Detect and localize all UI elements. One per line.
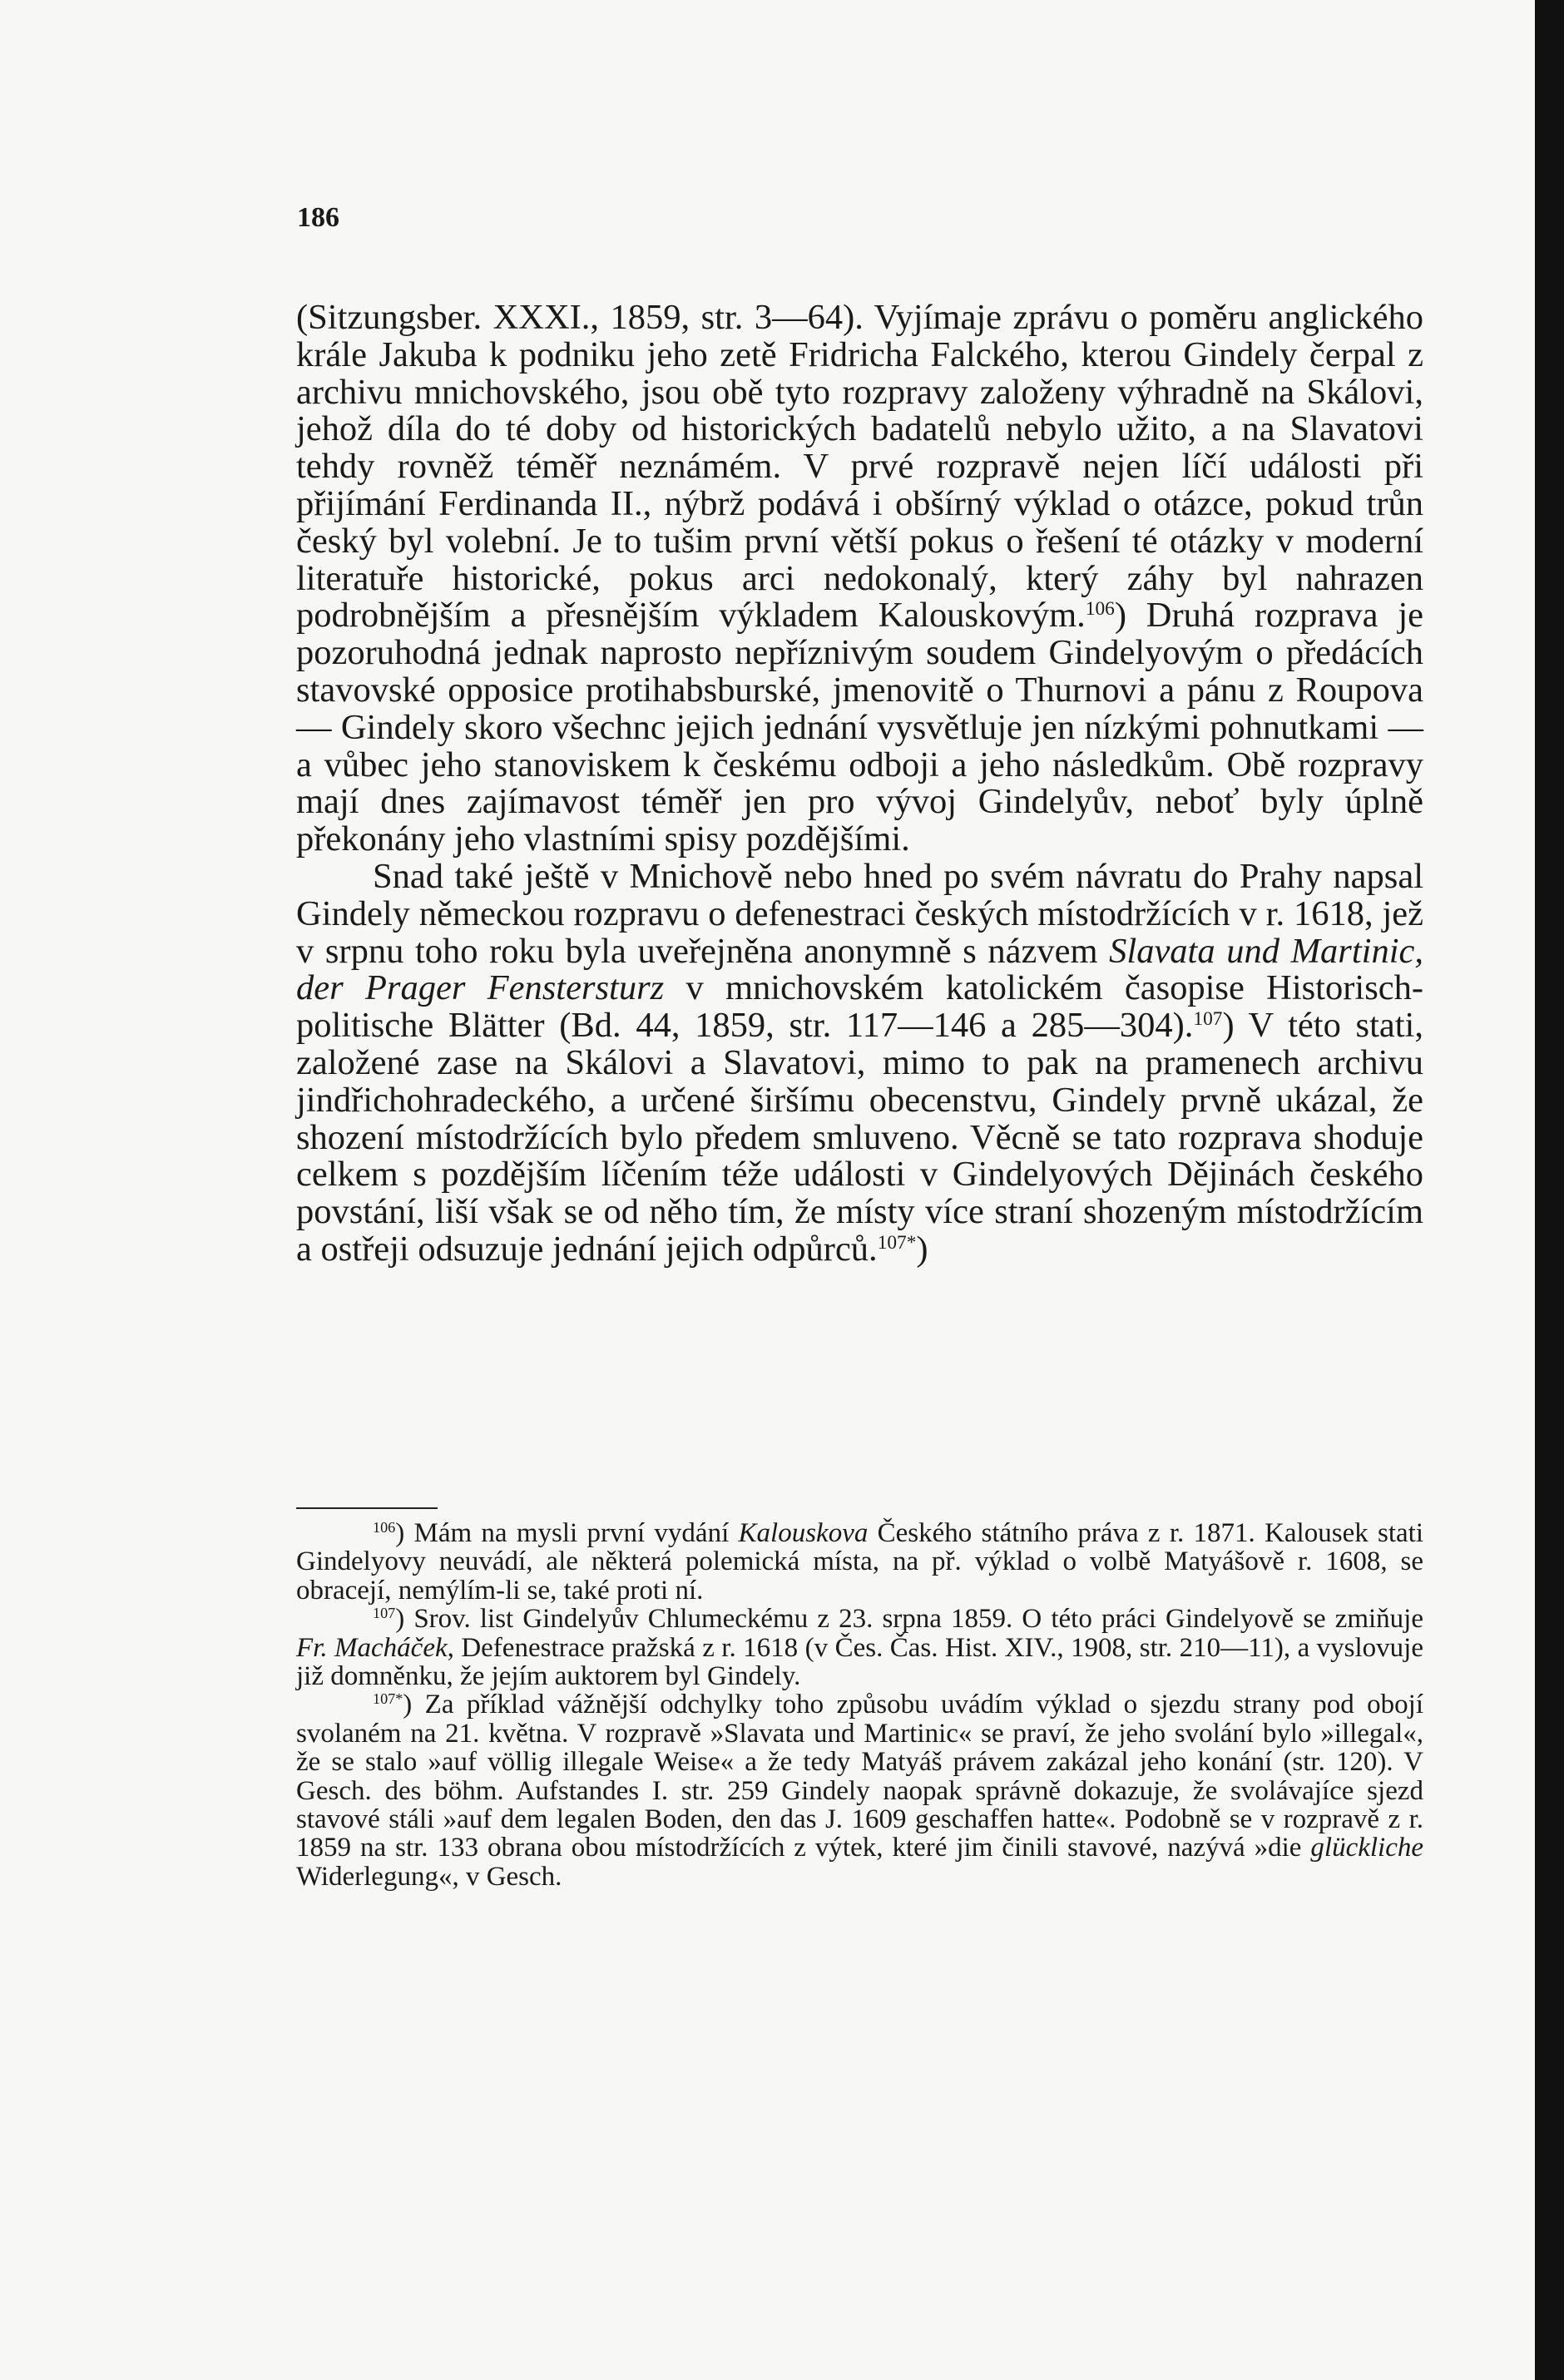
text-run: Widerlegung«, v Gesch. xyxy=(296,1861,562,1892)
footnote-ref-107[interactable]: 107 xyxy=(1193,1008,1223,1031)
footnote-107-star xyxy=(296,1690,1423,1891)
text-run: ) xyxy=(916,1229,928,1269)
footnote-ref-107-star[interactable]: 107* xyxy=(877,1231,917,1254)
italic-title: Slavata und Martinic, der Prager Fenstersturz xyxy=(296,931,1423,1008)
text-run: v mnichovském katolickém časopise Historisch-politische Blätter (Bd. 44, 1859, str. 117—146 a 285—304). xyxy=(296,968,1423,1046)
text-run: ) V této stati, založené zase na Skálovi a Slavatovi, mimo to pak na pramenech archivu jindřichohradeckého, a určené širšímu obecenstvu, Gindely prvně ukázal, že shození místodržících bylo předem smluveno. Věcně se tato rozprava shoduje celkem s pozdějším líčením téže události v Gindelyových Dějinách českého povstání, liší však se od něho tím, že místy více straní shozeným místodržícím a ostřeji odsuzuje jednání jejich odpůrců. xyxy=(296,1006,1423,1269)
text-run: Českého státního práva z r. 1871. Kalousek stati Gindelyovy neuvádí, ale některá polemická místa, na př. výklad o volbě Matyášově r. 1608, se obracejí, nemýlím-li se, také proti ní. xyxy=(296,1518,1423,1606)
paragraph-2 xyxy=(296,858,1423,1269)
text-run: Snad také ještě v Mnichově nebo hned po svém návratu do Prahy napsal Gindely německou rozpravu o defenestraci českých místodržících v r. 1618, jež v srpnu toho roku byla uveřejněna anonymně s názvem xyxy=(296,856,1423,971)
text-run: ) Druhá rozprava je pozoruhodná jednak naprosto nepříznivým soudem Gindelyovým o předácích stavovské opposice protihabsburské, jmenovitě o Thurnovi a pánu z Roupova — Gindely skoro všechnc jejich jednání vysvětluje jen nízkými pohnutkami — a vůbec jeho stanoviskem k českému odboji a jeho následkům. Obě rozpravy mají dnes zajímavost téměř jen pro vývoj Gindelyův, neboť byly úplně překonány jeho vlastními spisy pozdějšími. xyxy=(296,596,1424,859)
text-run: ) Srov. list Gindelyův Chlumeckému z 23. srpna 1859. O této práci Gindelyově se zmiňuje xyxy=(395,1604,1423,1635)
footnote-mark: 106 xyxy=(373,1519,396,1536)
scan-edge xyxy=(1535,0,1564,2380)
text-run: (Sitzungsber. XXXI., 1859, str. 3—64). Vyjímaje zprávu o poměru anglického krále Jakuba k podniku jeho zetě Fridricha Falckého, kterou Gindely čerpal z archivu mnichovského, jsou obě tyto rozpravy založeny výhradně na Skálovi, jehož díla do té doby od historických badatelů nebylo užito, a na Slavatovi tehdy rovněž téměř neznámém. V prvé rozpravě nejen líčí události při přijímání Ferdinanda II., nýbrž podává i obšírný výklad o otázce, pokud trůn český byl volební. Je to tušim první větší pokus o řešení té otázky v moderní literatuře historické, pokus arci nedokonalý, který záhy byl nahrazen podrobnějším a přesnějším výkladem Kalouskovým. xyxy=(296,298,1423,636)
footnote-separator xyxy=(296,1507,438,1509)
main-text xyxy=(296,299,1423,1269)
footnote-ref-106[interactable]: 106 xyxy=(1085,598,1115,621)
italic-word: glückliche xyxy=(1310,1833,1423,1863)
footnote-mark: 107 xyxy=(373,1605,396,1622)
footnotes xyxy=(296,1519,1423,1891)
footnote-107 xyxy=(296,1605,1423,1690)
footnote-mark: 107* xyxy=(373,1690,403,1708)
text-run: ) Mám na mysli první vydání xyxy=(395,1518,739,1548)
text-run: , Defenestrace pražská z r. 1618 (v Čes. Čas. Hist. XIV., 1908, str. 210—11), a vyslovuje již domněnku, že jejím auktorem byl Gindely. xyxy=(296,1632,1423,1692)
text-run: ) Za příklad vážnější odchylky toho způsobu uvádím výklad o sjezdu strany pod obojí svolaném na 21. května. V rozpravě »Slavata und Martinic« se praví, že jeho svolání bylo »illegal«, že se stalo »auf völlig illegale Weise« a že tedy Matyáš právem zakázal jeho konání (str. 120). V Gesch. des böhm. Aufstandes I. str. 259 Gindely naopak správně dokazuje, že svolávajíce sjezd stavové stáli »auf dem legalen Boden, den das J. 1609 geschaffen hatte«. Podobně se v rozpravě z r. 1859 na str. 133 obrana obou místodržících z výtek, které jim činili stavové, nazývá »die xyxy=(296,1690,1423,1863)
italic-name: Kalouskova xyxy=(738,1518,869,1548)
italic-name: Fr. Macháček xyxy=(296,1632,448,1663)
page-number: 186 xyxy=(297,202,339,233)
footnote-106 xyxy=(296,1519,1423,1605)
paragraph-1 xyxy=(296,299,1423,858)
